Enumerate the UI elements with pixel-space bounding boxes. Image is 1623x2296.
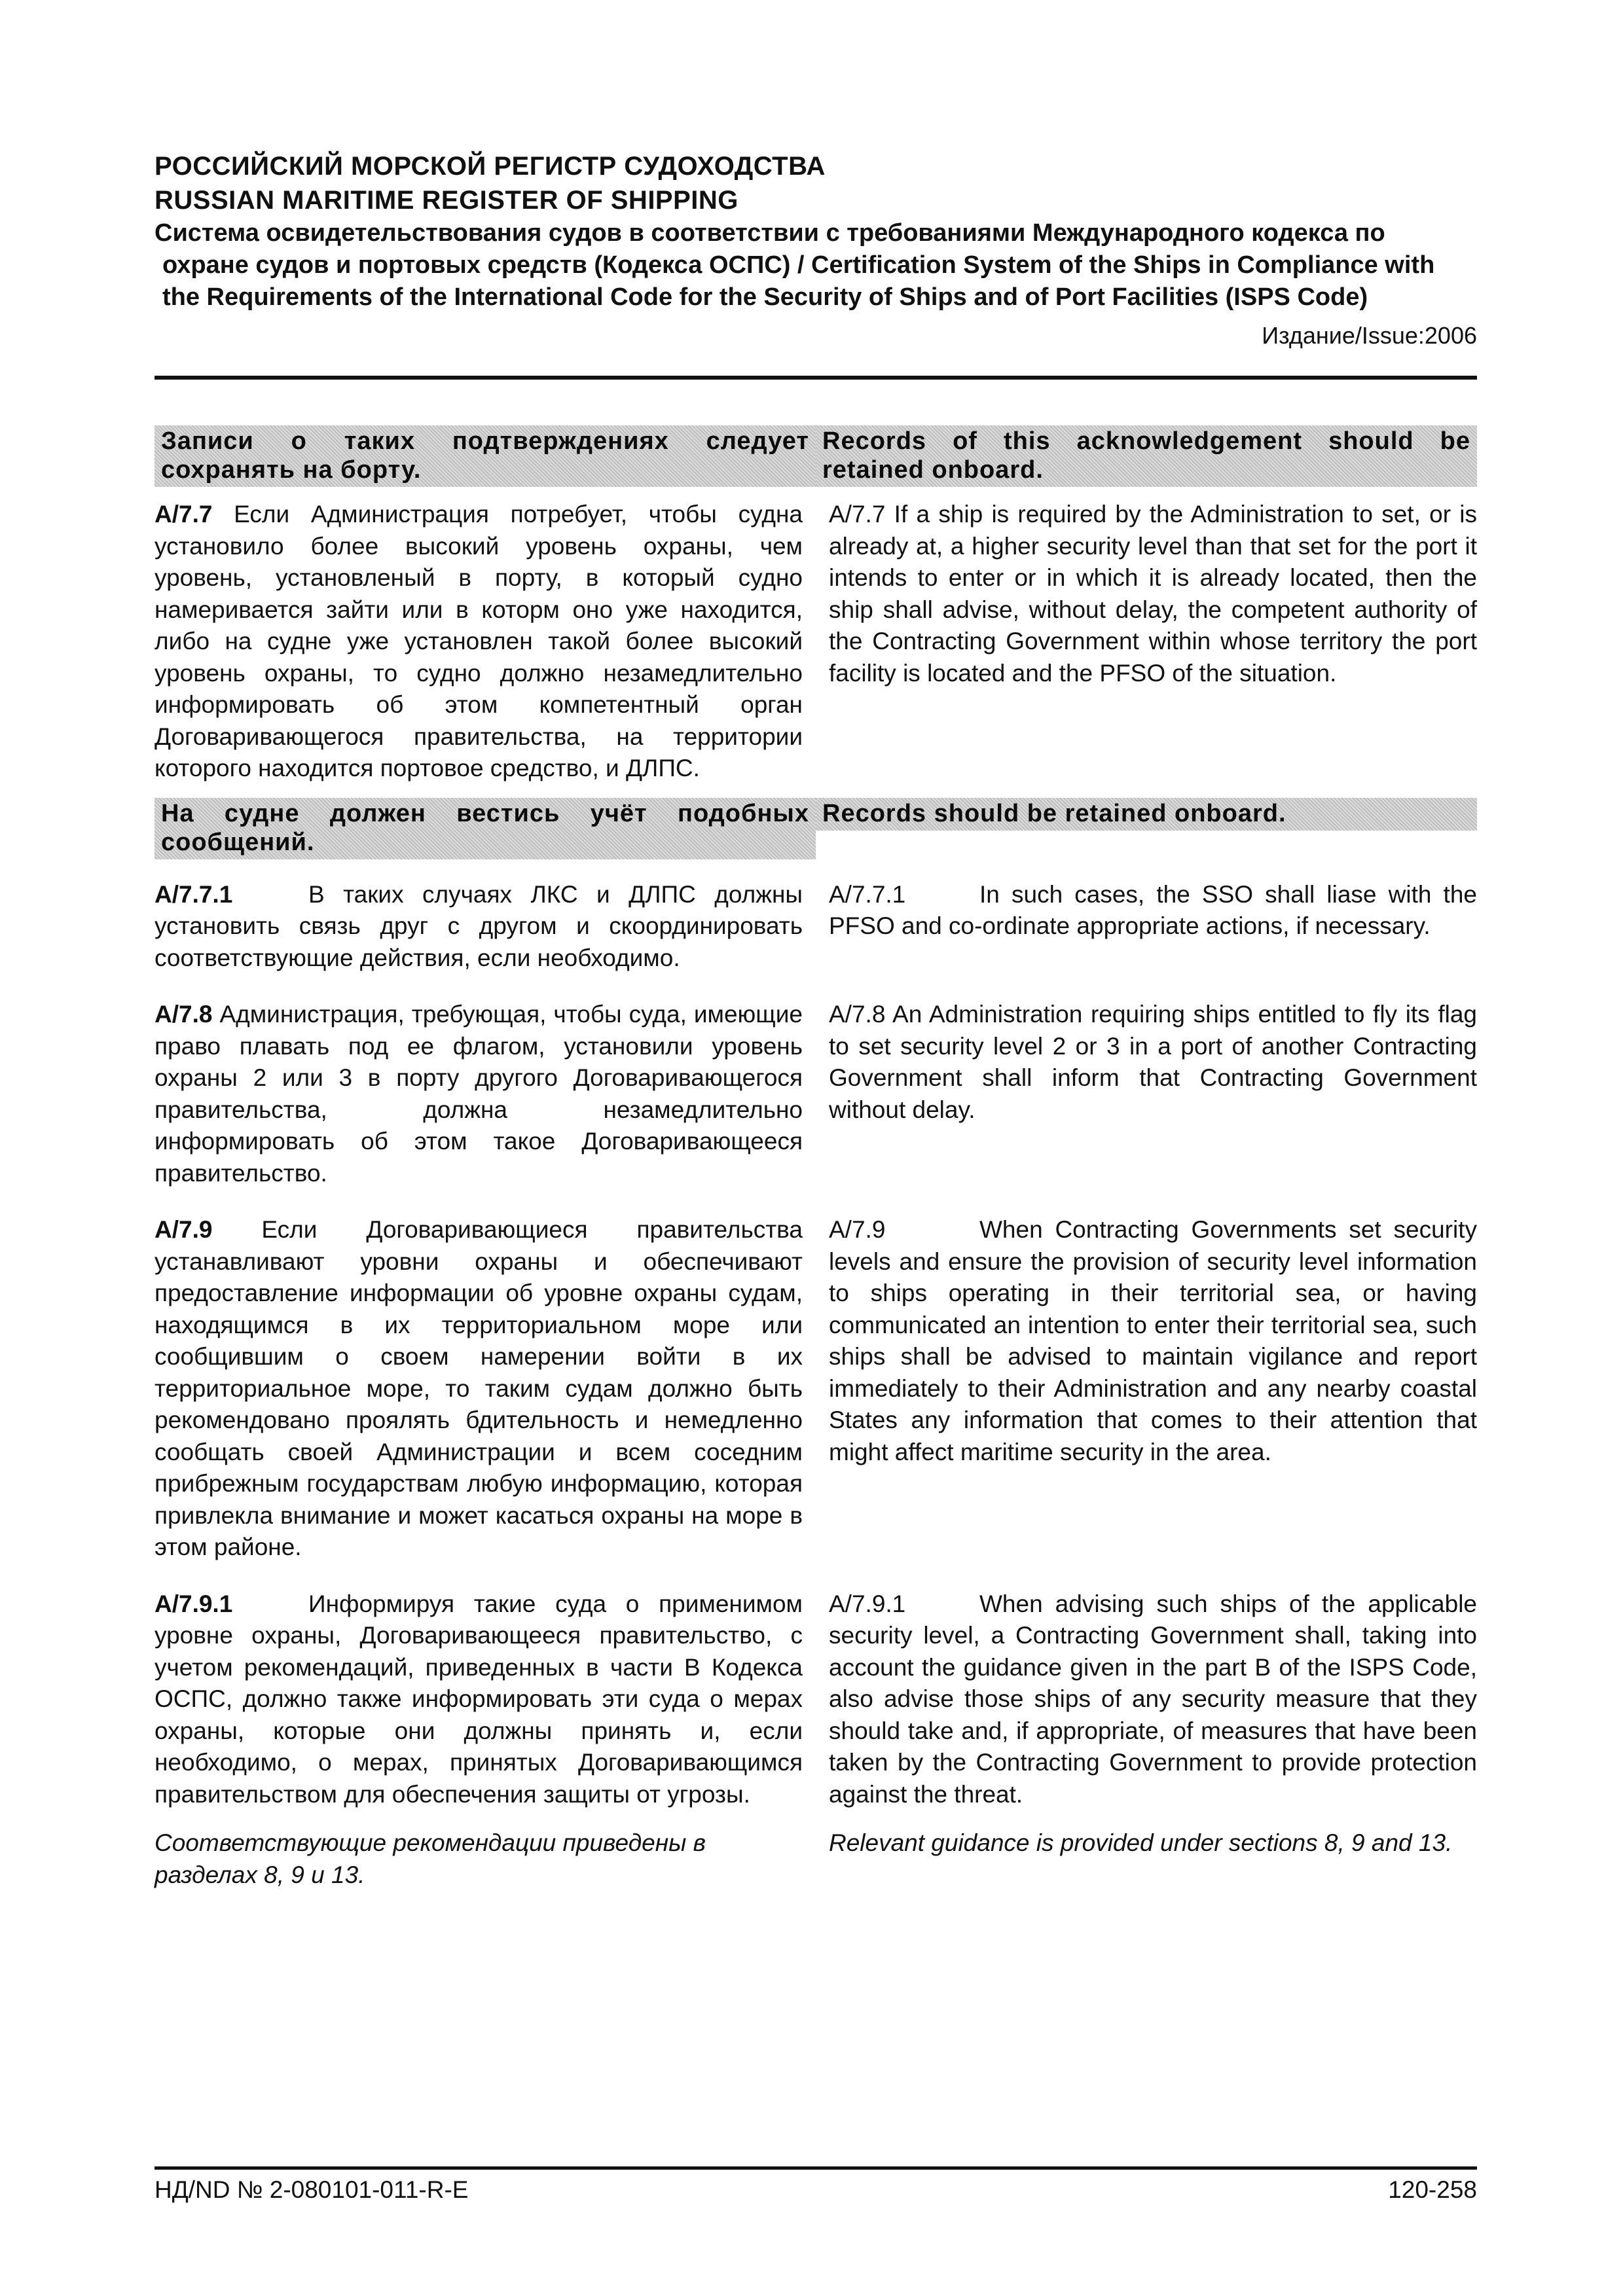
paragraph-row [155, 499, 1477, 785]
clause-text: Если Договаривающиеся правительства устанавливают уровни охраны и обеспечивают предоставление информации об уровне охраны судам, находящимся в их территориальном море или сообщившим о своем намерении войти в их территориальное море, то таким судам должно быть рекомендовано проялять бдительность и немедленно сообщать своей Администрации и всем соседним прибрежным государствам любую информацию, которая привлекла внимание и может касаться охраны на море в этом районе. [155, 1216, 803, 1560]
paragraph-ru [155, 999, 803, 1189]
paragraph-row [155, 999, 1477, 1189]
header-divider [155, 376, 1477, 380]
clause-number: A/7.9.1 [155, 1590, 233, 1617]
paragraph-ru [155, 879, 803, 975]
clause-number: A/7.7.1 [155, 880, 233, 908]
clause-number: A/7.9.1 [829, 1590, 906, 1617]
page-footer [155, 2174, 1477, 2206]
banner-ru: На судне должен вестись учёт подобных сообщений. [155, 798, 816, 859]
clause-number: A/7.9 [155, 1216, 213, 1243]
clause-text: Администрация, требующая, чтобы суда, имеющие право плавать под ее флагом, установили уровень охраны 2 или 3 в порту другого Договаривающегося правительства, должна незамедлительно информировать об этом такое Договаривающееся правительство. [155, 1001, 803, 1187]
document-number: НД/ND № 2-080101-011-R-E [155, 2176, 469, 2203]
paragraph-en [829, 499, 1477, 785]
organization-name-en: RUSSIAN MARITIME REGISTER OF SHIPPING [155, 186, 739, 215]
banner-ru: Записи о таких подтверждениях следует сохранять на борту. [155, 425, 816, 487]
clause-number: A/7.8 [829, 1001, 886, 1028]
paragraph-row [155, 1588, 1477, 1811]
clause-text: When Contracting Governments set security levels and ensure the provision of security level information to ships operating in their territorial sea, or having communicated an intention to enter their territorial sea, such ships shall be advised to maintain vigilance and report immediately to their Administration and any nearby coastal States any information that comes to their attention that might affect maritime security in the area. [829, 1216, 1477, 1465]
page-header [155, 149, 1477, 351]
paragraph-ru [155, 1214, 803, 1564]
banner-en: Records should be retained onboard. [816, 798, 1477, 831]
paragraph-en [829, 999, 1477, 1189]
banner-row [155, 425, 1477, 487]
paragraph-ru [155, 499, 803, 785]
clause-number: A/7.7 [829, 501, 886, 528]
clause-text: Информируя такие суда о применимом уровне охраны, Договаривающееся правительство, с учетом рекомендаций, приведенных в части B Кодекса ОСПС, должно также информировать эти суда о мерах охраны, которые они должны принять и, если необходимо, о мерах, принятых Договаривающимся правительством для обеспечения защиты от угрозы. [155, 1590, 803, 1808]
paragraph-row [155, 1214, 1477, 1564]
paragraph-en [829, 1588, 1477, 1811]
banner-row [155, 798, 1477, 859]
banner-en: Records of this acknowledgement should be retained onboard. [816, 425, 1477, 487]
clause-number: A/7.7 [155, 501, 213, 528]
clause-text: When advising such ships of the applicable security level, a Contracting Government shall, taking into account the guidance given in the part B of the ISPS Code, also advise those ships of any security measure that they should take and, if appropriate, of measures that have been taken by the Contracting Government to provide protection against the threat. [829, 1590, 1477, 1808]
guidance-ru: Соответствующие рекомендации приведены в разделах 8, 9 и 13. [155, 1829, 706, 1888]
organization-name-ru: РОССИЙСКИЙ МОРСКОЙ РЕГИСТР СУДОХОДСТВА [155, 152, 826, 181]
clause-number: A/7.8 [155, 1001, 213, 1028]
clause-text: An Administration requiring ships entitled to fly its flag to set security level 2 or 3 in a port of another Contracting Government shall inform that Contracting Government without delay. [829, 1001, 1477, 1123]
page-number: 120-258 [1388, 2176, 1477, 2203]
clause-text: In such cases, the SSO shall liase with the PFSO and co-ordinate appropriate actions, if necessary. [829, 880, 1477, 939]
issue-label: Издание/Issue:2006 [1262, 322, 1477, 349]
guidance-en: Relevant guidance is provided under sections 8, 9 and 13. [829, 1829, 1453, 1856]
bilingual-columns [155, 425, 1477, 1891]
paragraph-row [155, 879, 1477, 975]
clause-text: В таких случаях ЛКС и ДЛПС должны установить связь друг с другом и скоординировать соответствующие действия, если необходимо. [155, 880, 803, 971]
clause-text: If a ship is required by the Administration to set, or is already at, a higher security level than that set for the port it intends to enter or in which it is already located, then the ship shall advise, without delay, the competent authority of the Contracting Government within whose territory the port facility is located and the PFSO of the situation. [829, 501, 1477, 687]
clause-number: A/7.7.1 [829, 880, 906, 908]
clause-text: Если Администрация потребует, чтобы судна установило более высокий уровень охраны, чем уровень, установленый в порту, в который судно намеривается зайти или в которм оно уже находится, либо на судне уже установлен такой более высокий уровень охраны, то судно должно незамедлительно информировать об этом компетентный орган Договаривающегося правительства, на территории которого находится портовое средство, и ДЛПС. [155, 501, 803, 781]
document-title: Система освидетельствования судов в соответствии с требованиями Международного кодекса по охране судов и портовых средств (Кодекса ОСПС) / Certification System of the Ships in Compliance with the Requirements of the International Code for the Security of Ships and of Port Facilities (ISPS Code) [155, 219, 1435, 311]
guidance-row [155, 1827, 1477, 1891]
clause-number: A/7.9 [829, 1216, 886, 1243]
paragraph-ru [155, 1588, 803, 1811]
paragraph-en [829, 1214, 1477, 1564]
paragraph-en [829, 879, 1477, 975]
footer-divider [155, 2166, 1477, 2170]
